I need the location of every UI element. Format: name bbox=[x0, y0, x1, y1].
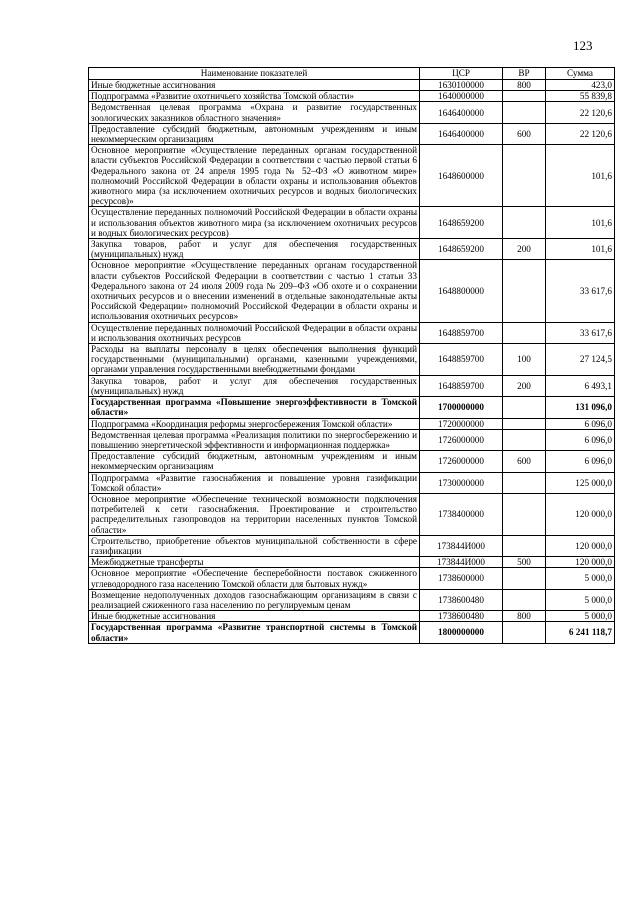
row-vr bbox=[503, 260, 546, 322]
row-csr: 1700000000 bbox=[420, 397, 503, 418]
row-sum: 6 096,0 bbox=[546, 429, 615, 450]
row-name: Государственная программа «Развитие транспортной системы в Томской области» bbox=[89, 622, 420, 643]
row-sum: 125 000,0 bbox=[546, 472, 615, 493]
row-vr: 500 bbox=[503, 557, 546, 568]
row-csr: 1646400000 bbox=[420, 102, 503, 123]
row-name: Строительство, приобретение объектов муниципальной собственности в сфере газификации bbox=[89, 535, 420, 556]
row-name: Иные бюджетные ассигнования bbox=[89, 611, 420, 622]
row-csr: 1738600480 bbox=[420, 589, 503, 610]
row-vr bbox=[503, 589, 546, 610]
row-vr bbox=[503, 568, 546, 589]
row-csr: 1738600480 bbox=[420, 611, 503, 622]
row-vr bbox=[503, 145, 546, 207]
row-sum: 101,6 bbox=[546, 207, 615, 239]
table-row bbox=[89, 493, 615, 535]
row-sum: 5 000,0 bbox=[546, 589, 615, 610]
row-sum: 6 096,0 bbox=[546, 451, 615, 472]
row-sum: 120 000,0 bbox=[546, 557, 615, 568]
row-csr: 1646400000 bbox=[420, 123, 503, 144]
table-row bbox=[89, 207, 615, 239]
row-sum: 33 617,6 bbox=[546, 322, 615, 343]
table-row bbox=[89, 397, 615, 418]
row-sum: 120 000,0 bbox=[546, 535, 615, 556]
table-row bbox=[89, 123, 615, 144]
row-name: Межбюджетные трансферты bbox=[89, 557, 420, 568]
row-sum: 6 241 118,7 bbox=[546, 622, 615, 643]
row-sum: 5 000,0 bbox=[546, 568, 615, 589]
row-vr: 100 bbox=[503, 344, 546, 376]
table-row bbox=[89, 91, 615, 102]
row-sum: 6 493,1 bbox=[546, 375, 615, 396]
row-vr: 800 bbox=[503, 611, 546, 622]
row-name: Основное мероприятие «Осуществление переданных органам государственной власти субъектов Российской Федерации в соответствии с частью 1 статьи 33 Федерального закона от 24 июля 2009 года № 209–ФЗ «Об охоте и о сохранении охотничьих ресурсов и о внесении изменений в отдельные законодательные акты Российской Федерации» полномочий Российской Федерации в области охраны и использования охотничьих ресурсов» bbox=[89, 260, 420, 322]
row-name: Закупка товаров, работ и услуг для обеспечения государственных (муниципальных) нужд bbox=[89, 239, 420, 260]
table-row bbox=[89, 589, 615, 610]
row-sum: 101,6 bbox=[546, 239, 615, 260]
row-csr: 173844И000 bbox=[420, 557, 503, 568]
table-row bbox=[89, 611, 615, 622]
header-csr: ЦСР bbox=[420, 68, 503, 80]
row-sum: 5 000,0 bbox=[546, 611, 615, 622]
table-row bbox=[89, 322, 615, 343]
row-vr: 600 bbox=[503, 123, 546, 144]
row-name: Ведомственная целевая программа «Охрана и развитие государственных зоологических заказников областного значения» bbox=[89, 102, 420, 123]
row-name: Предоставление субсидий бюджетным, автономным учреждениям и иным некоммерческим организациям bbox=[89, 451, 420, 472]
header-name: Наименование показателей bbox=[89, 68, 420, 80]
row-sum: 22 120,6 bbox=[546, 123, 615, 144]
row-csr: 1648659200 bbox=[420, 207, 503, 239]
table-row bbox=[89, 418, 615, 429]
row-vr: 200 bbox=[503, 375, 546, 396]
table-row bbox=[89, 239, 615, 260]
row-vr bbox=[503, 429, 546, 450]
table-row bbox=[89, 429, 615, 450]
row-csr: 1800000000 bbox=[420, 622, 503, 643]
row-name: Основное мероприятие «Обеспечение технической возможности подключения потребителей к сети газоснабжения. Проектирование и строительство распределительных газопроводов на территории населенных пунктов Томской области» bbox=[89, 493, 420, 535]
row-name: Основное мероприятие «Обеспечение бесперебойности поставок сжиженного углеводородного газа населению Томской области для бытовых нужд» bbox=[89, 568, 420, 589]
row-vr bbox=[503, 472, 546, 493]
row-csr: 1648859700 bbox=[420, 375, 503, 396]
row-name: Иные бюджетные ассигнования bbox=[89, 80, 420, 91]
row-csr: 1720000000 bbox=[420, 418, 503, 429]
row-name: Ведомственная целевая программа «Реализация политики по энергосбережению и повышению энергетической эффективности и информационная поддержка» bbox=[89, 429, 420, 450]
table-row bbox=[89, 260, 615, 322]
table-row bbox=[89, 622, 615, 643]
row-vr bbox=[503, 493, 546, 535]
row-vr bbox=[503, 102, 546, 123]
row-sum: 423,0 bbox=[546, 80, 615, 91]
table-row bbox=[89, 102, 615, 123]
row-sum: 101,6 bbox=[546, 145, 615, 207]
row-name: Расходы на выплаты персоналу в целях обеспечения выполнения функций государственными (муниципальными) органами, казенными учреждениями, органами управления государственными внебюджетными фондами bbox=[89, 344, 420, 376]
row-sum: 120 000,0 bbox=[546, 493, 615, 535]
table-row bbox=[89, 145, 615, 207]
row-csr: 1738600000 bbox=[420, 568, 503, 589]
row-sum: 6 096,0 bbox=[546, 418, 615, 429]
row-name: Подпрограмма «Координация реформы энергосбережения Томской области» bbox=[89, 418, 420, 429]
table-header-row bbox=[89, 68, 615, 80]
row-name: Возмещение недополученных доходов газоснабжающим организациям в связи с реализацией сжиженного газа населению по регулируемым ценам bbox=[89, 589, 420, 610]
row-name: Закупка товаров, работ и услуг для обеспечения государственных (муниципальных) нужд bbox=[89, 375, 420, 396]
row-sum: 131 096,0 bbox=[546, 397, 615, 418]
row-csr: 1648659200 bbox=[420, 239, 503, 260]
table-row bbox=[89, 375, 615, 396]
row-vr bbox=[503, 91, 546, 102]
row-csr: 1630100000 bbox=[420, 80, 503, 91]
row-name: Подпрограмма «Развитие охотничьего хозяйства Томской области» bbox=[89, 91, 420, 102]
table-row bbox=[89, 557, 615, 568]
row-csr: 1726000000 bbox=[420, 451, 503, 472]
row-csr: 1648800000 bbox=[420, 260, 503, 322]
row-csr: 1726000000 bbox=[420, 429, 503, 450]
row-vr bbox=[503, 622, 546, 643]
row-sum: 22 120,6 bbox=[546, 102, 615, 123]
table-row bbox=[89, 80, 615, 91]
table-row bbox=[89, 472, 615, 493]
row-sum: 27 124,5 bbox=[546, 344, 615, 376]
row-vr bbox=[503, 418, 546, 429]
row-name: Осуществление переданных полномочий Российской Федерации в области охраны и использования охотничьих ресурсов bbox=[89, 322, 420, 343]
row-vr: 200 bbox=[503, 239, 546, 260]
table-row bbox=[89, 568, 615, 589]
budget-table bbox=[88, 67, 615, 644]
row-vr bbox=[503, 207, 546, 239]
header-vr: ВР bbox=[503, 68, 546, 80]
row-csr: 1640000000 bbox=[420, 91, 503, 102]
row-name: Осуществление переданных полномочий Российской Федерации в области охраны и использования объектов животного мира (за исключением охотничьих ресурсов и водных биологических ресурсов) bbox=[89, 207, 420, 239]
row-csr: 1730000000 bbox=[420, 472, 503, 493]
row-sum: 33 617,6 bbox=[546, 260, 615, 322]
row-vr bbox=[503, 322, 546, 343]
row-csr: 1648859700 bbox=[420, 322, 503, 343]
row-vr: 800 bbox=[503, 80, 546, 91]
row-name: Подпрограмма «Развитие газоснабжения и повышение уровня газификации Томской области» bbox=[89, 472, 420, 493]
row-vr: 600 bbox=[503, 451, 546, 472]
row-vr bbox=[503, 397, 546, 418]
row-name: Государственная программа «Повышение энергоэффективности в Томской области» bbox=[89, 397, 420, 418]
row-sum: 55 839,8 bbox=[546, 91, 615, 102]
row-csr: 1738400000 bbox=[420, 493, 503, 535]
row-csr: 1648859700 bbox=[420, 344, 503, 376]
row-csr: 173844И000 bbox=[420, 535, 503, 556]
row-csr: 1648600000 bbox=[420, 145, 503, 207]
table-row bbox=[89, 344, 615, 376]
table-row bbox=[89, 451, 615, 472]
row-name: Предоставление субсидий бюджетным, автономным учреждениям и иным некоммерческим организациям bbox=[89, 123, 420, 144]
page-number: 123 bbox=[573, 38, 593, 53]
row-vr bbox=[503, 535, 546, 556]
header-sum: Сумма bbox=[546, 68, 615, 80]
table-row bbox=[89, 535, 615, 556]
row-name: Основное мероприятие «Осуществление переданных органам государственной власти субъектов Российской Федерации в соответствии с частью первой статьи 6 Федерального закона от 24 апреля 1995 года № 52–ФЗ «О животном мире» полномочий Российской Федерации в области охраны и использования объектов животного мира (за исключением охотничьих ресурсов и водных биологических ресурсов)» bbox=[89, 145, 420, 207]
